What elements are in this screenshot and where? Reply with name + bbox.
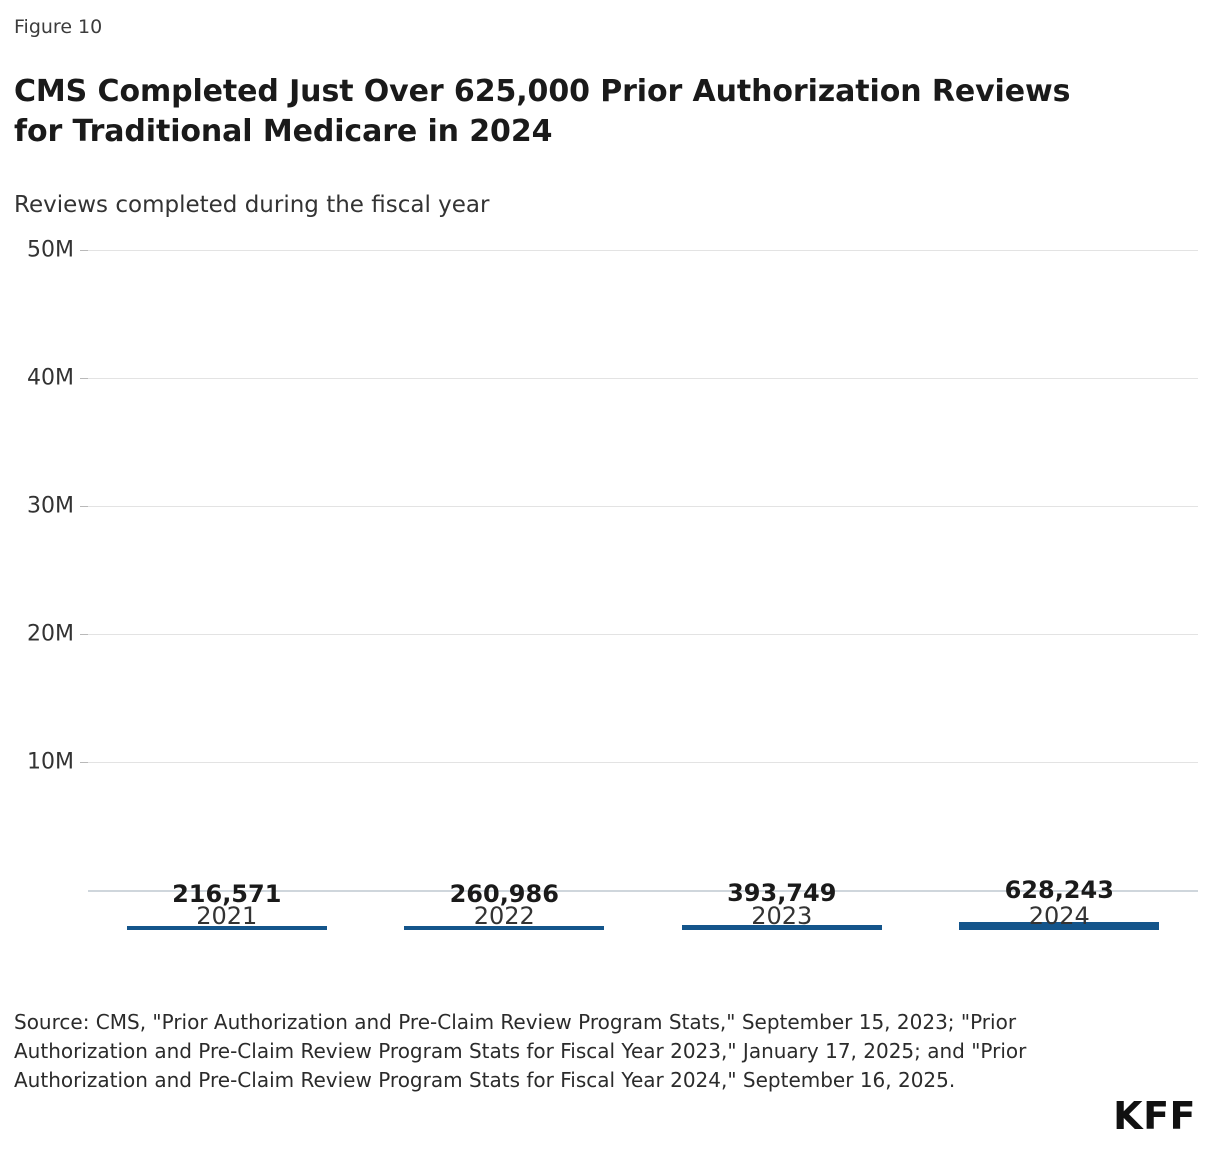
x-axis-category-label: 2023 [751, 902, 813, 930]
figure-label: Figure 10 [14, 16, 103, 38]
bar-value-label: 393,749 [727, 878, 837, 907]
y-axis-label: 20M [27, 621, 74, 647]
y-axis-tick [80, 506, 88, 507]
kff-logo: KFF [1113, 1094, 1196, 1138]
y-axis-tick [80, 762, 88, 763]
plot-area [0, 237, 1220, 930]
x-axis-category-label: 2024 [1028, 902, 1090, 930]
gridline [88, 250, 1198, 251]
bar-group [88, 290, 366, 930]
x-axis-category-label: 2022 [473, 902, 535, 930]
y-axis-tick [80, 378, 88, 379]
bar-value-label: 216,571 [172, 880, 282, 908]
bar-value-label: 260,986 [449, 880, 559, 908]
x-axis-labels [88, 890, 1198, 940]
source-note: Source: CMS, "Prior Authorization and Pre-Claim Review Program Stats," September 15, 2023; "Prior Authorization and Pre-Claim Review Program Stats for Fiscal Year 2023," January 17, 2025; and "Prior Authorization and Pre-Claim Review Program Stats for Fiscal Year 2024," September 16, 2025. [14, 1010, 1027, 1092]
bar-group [366, 290, 644, 930]
page-title: CMS Completed Just Over 625,000 Prior Authorization Reviews for Traditional Medicare in 2024 [14, 74, 1071, 149]
y-axis-label: 30M [27, 493, 74, 519]
bar-group [921, 290, 1199, 930]
bar-value-label: 628,243 [1004, 875, 1114, 904]
y-axis-tick [80, 634, 88, 635]
y-axis-label: 40M [27, 365, 74, 391]
y-axis-label: 50M [27, 237, 74, 263]
chart-subtitle: Reviews completed during the fiscal year [14, 192, 490, 218]
y-axis-tick [80, 250, 88, 251]
y-axis-label: 10M [27, 749, 74, 775]
x-axis-category-label: 2021 [196, 902, 258, 930]
bar-group [643, 290, 921, 930]
bar-series [88, 290, 1198, 930]
